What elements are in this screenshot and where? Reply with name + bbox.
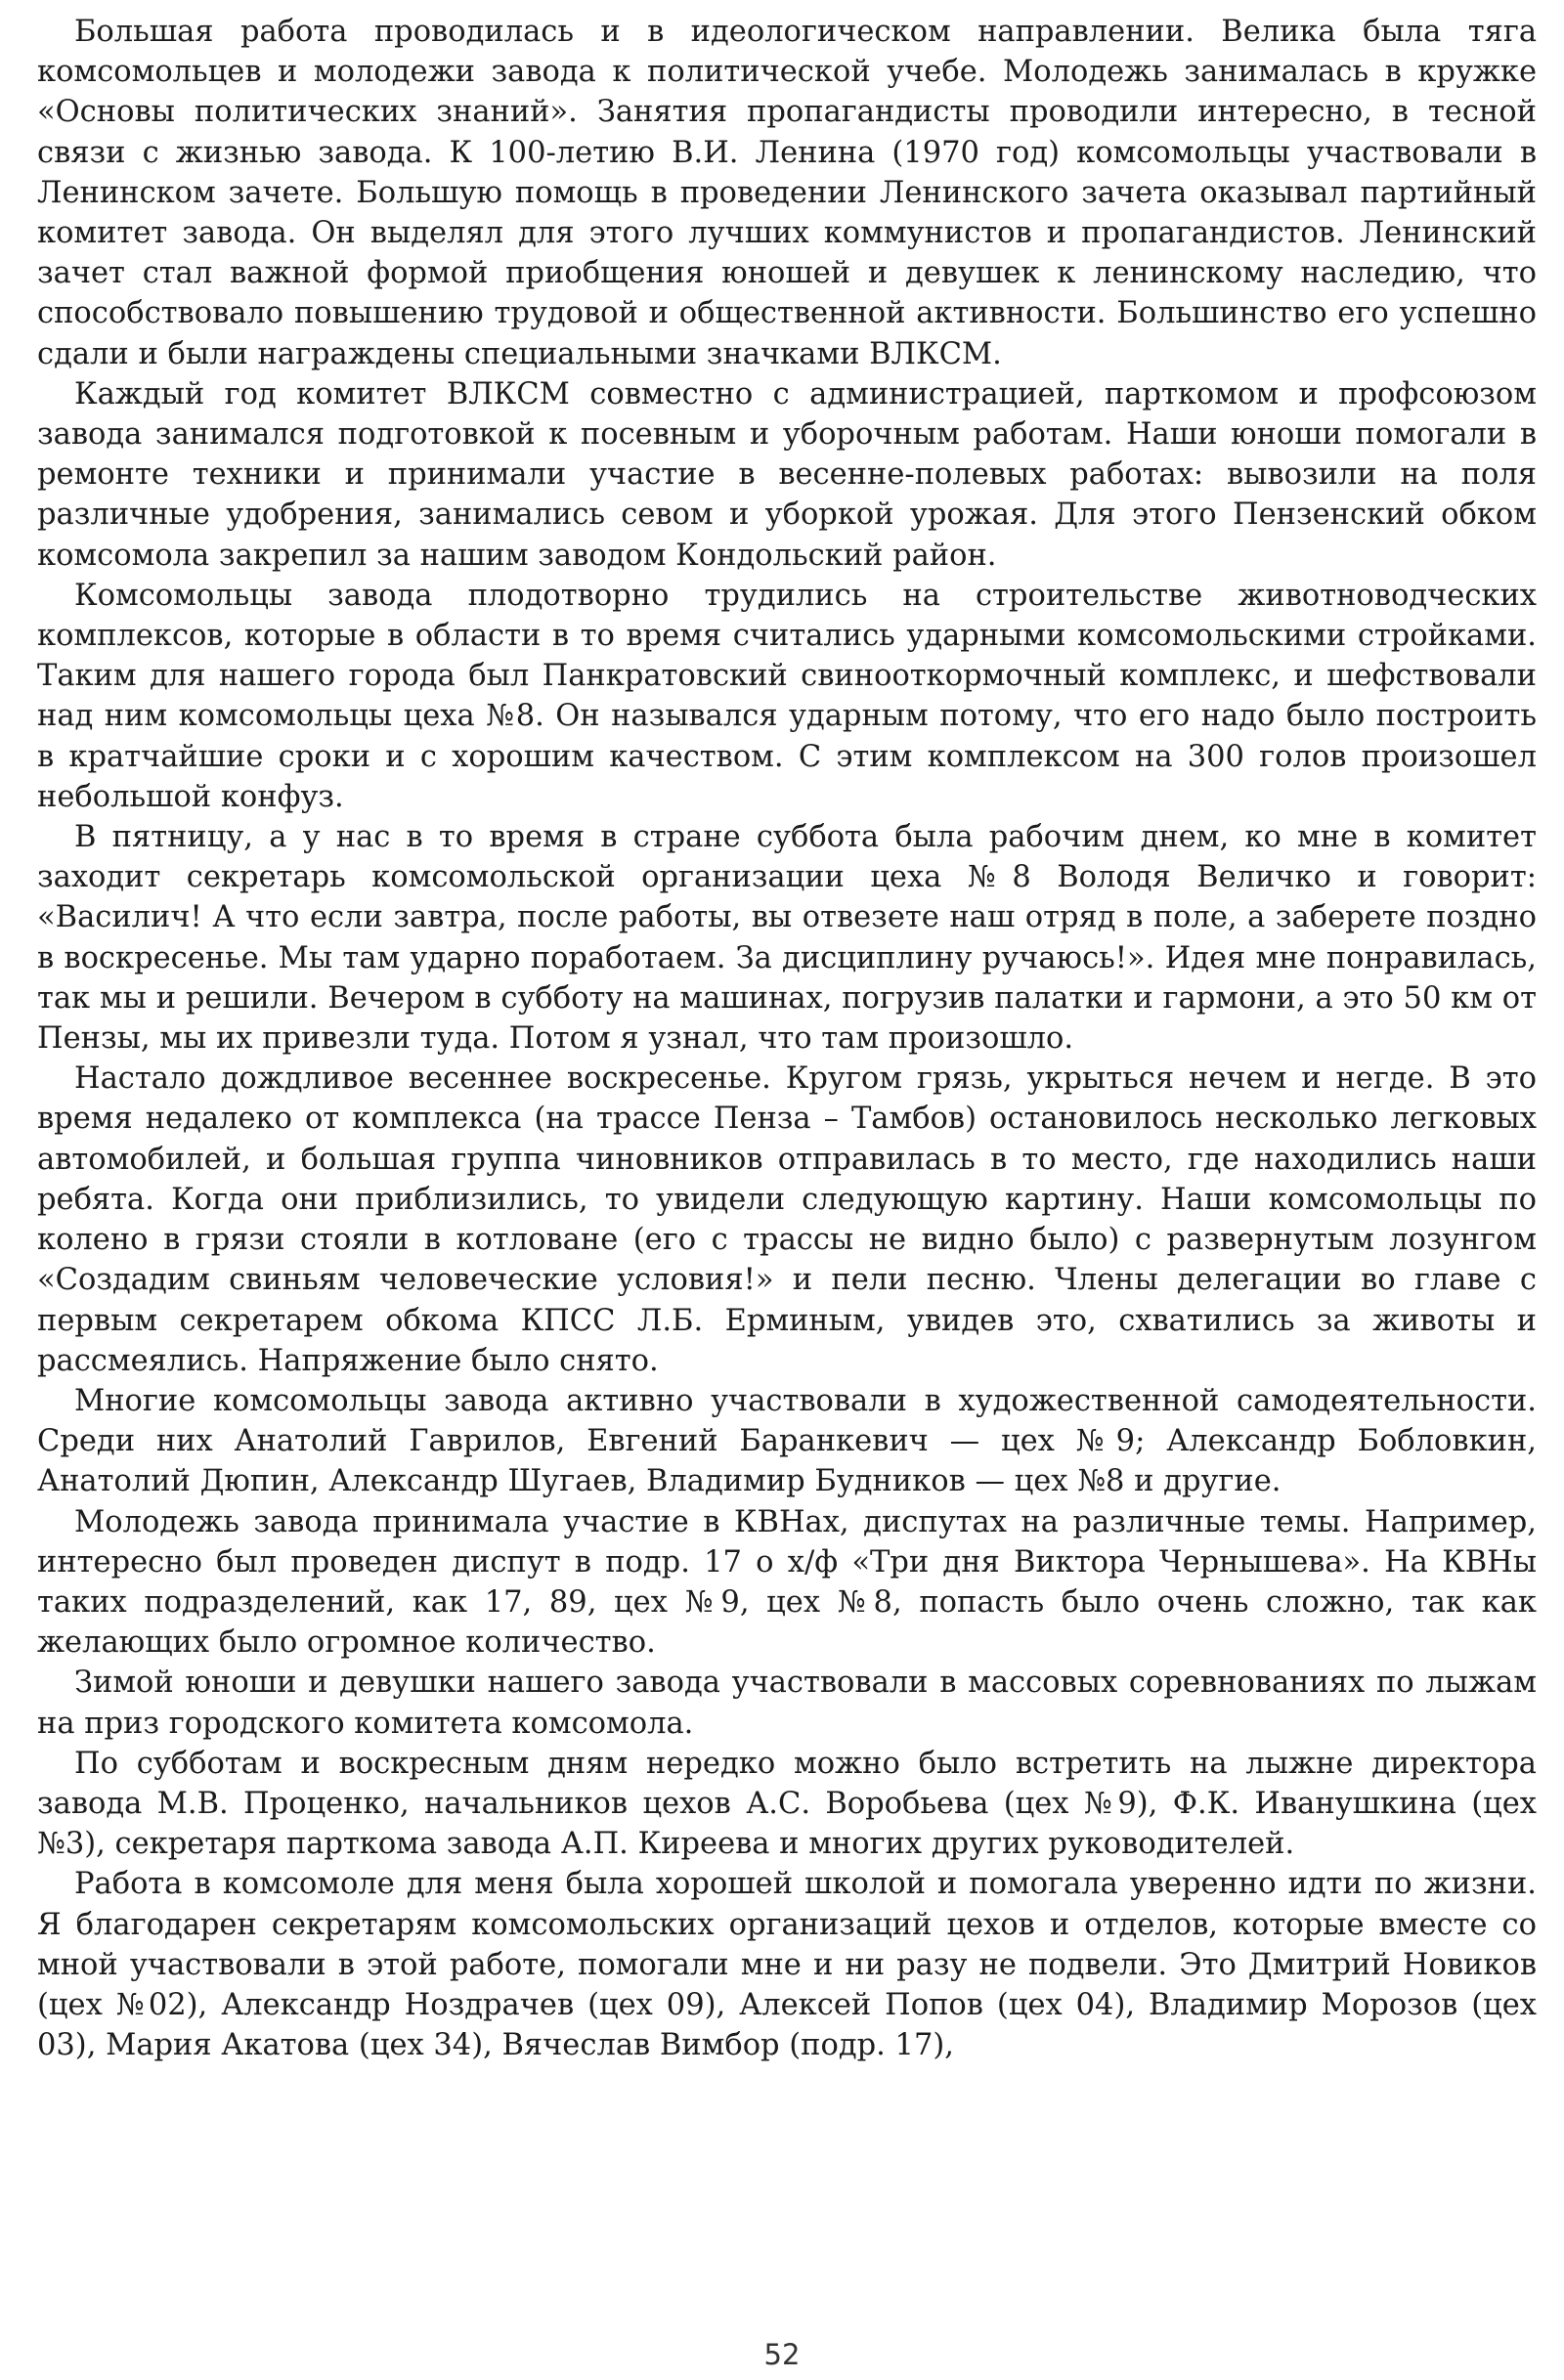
paragraph-7: Молодежь завода принимала участие в КВНах, диспутах на различные темы. Например, интересно был проведен диспут в подр. 17 о х/ф «Три дня Виктора Чернышева». На КВНы таких подразделений, как 17, 89, цех №9, цех №8, попасть было очень сложно, так как желающих было огромное количество. (37, 1504, 1537, 1661)
paragraph-2: Каждый год комитет ВЛКСМ совместно с администрацией, парткомом и профсоюзом завода занимался подготовкой к посевным и уборочным работам. Наши юноши помогали в ремонте техники и принимали участие в весенне-полевых работах: вывозили на поля различные удобрения, занимались севом и уборкой урожая. Для этого Пензенский обком комсомола закрепил за нашим заводом Кондольский район. (37, 376, 1537, 573)
paragraph-3: Комсомольцы завода плодотворно трудились на строительстве животноводческих комплексов, которые в области в то время считались ударными комсомольскими стройками. Таким для нашего города был Панкратовский свинооткормочный комплекс, и шефствовали над ним комсомольцы цеха №8. Он назывался ударным потому, что его надо было построить в кратчайшие сроки и с хорошим качеством. С этим комплексом на 300 голов произошел небольшой конфуз. (37, 578, 1537, 814)
paragraph-5: Настало дождливое весеннее воскресенье. Кругом грязь, укрыться нечем и негде. В это время недалеко от комплекса (на трассе Пенза – Тамбов) остановилось несколько легковых автомобилей, и большая группа чиновников отправилась в то место, где находились наши ребята. Когда они приблизились, то увидели следующую картину. Наши комсомольцы по колено в грязи стояли в котловане (его с трассы не видно было) с развернутым лозунгом «Создадим свиньям человеческие условия!» и пели песню. Члены делегации во главе с первым секретарем обкома КПСС Л.Б. Ерминым, увидев это, схватились за животы и рассмеялись. Напряжение было снято. (37, 1061, 1537, 1378)
paragraph-10: Работа в комсомоле для меня была хорошей школой и помогала уверенно идти по жизни. Я благодарен секретарям комсомольских организаций цехов и отделов, которые вместе со мной участвовали в этой работе, помогали мне и ни разу не подвели. Это Дмитрий Новиков (цех №02), Александр Ноздрачев (цех 09), Алексей Попов (цех 04), Владимир Морозов (цех 03), Мария Акатова (цех 34), Вячеслав Вимбор (подр. 17), (37, 1867, 1537, 2063)
page-number: 52 (763, 2338, 801, 2371)
paragraph-9: По субботам и воскресным дням нередко можно было встретить на лыжне директора завода М.В. Проценко, начальников цехов А.С. Воробьева (цех №9), Ф.К. Иванушкина (цех №3), секретаря парткома завода А.П. Киреева и многих других руководителей. (37, 1746, 1537, 1862)
paragraph-8: Зимой юноши и девушки нашего завода участвовали в массовых соревнованиях по лыжам на приз городского комитета комсомола. (37, 1666, 1537, 1741)
paragraph-4: В пятницу, а у нас в то время в стране суббота была рабочим днем, ко мне в комитет заходит секретарь комсомольской организации цеха №8 Володя Величко и говорит: «Василич! А что если завтра, после работы, вы отвезете наш отряд в поле, а заберете поздно в воскресенье. Мы там ударно поработаем. За дисциплину ручаюсь!». Идея мне понравилась, так мы и решили. Вечером в субботу на машинах, погрузив палатки и гармони, а это 50 км от Пензы, мы их привезли туда. Потом я узнал, что там произошло. (37, 820, 1537, 1057)
body-text (37, 12, 1537, 2065)
paragraph-6: Многие комсомольцы завода активно участвовали в художественной самодеятельности. Среди них Анатолий Гаврилов, Евгений Баранкевич — цех №9; Александр Бобловкин, Анатолий Дюпин, Александр Шугаев, Владимир Будников — цех №8 и другие. (37, 1383, 1537, 1499)
paragraph-1: Большая работа проводилась и в идеологическом направлении. Велика была тяга комсомольцев и молодежи завода к политической учебе. Молодежь занималась в кружке «Основы политических знаний». Занятия пропагандисты проводили интересно, в тесной связи с жизнью завода. К 100-летию В.И. Ленина (1970 год) комсомольцы участвовали в Ленинском зачете. Большую помощь в проведении Ленинского зачета оказывал партийный комитет завода. Он выделял для этого лучших коммунистов и пропагандистов. Ленинский зачет стал важной формой приобщения юношей и девушек к ленинскому наследию, что способствовало повышению трудовой и общественной активности. Большинство его успешно сдали и были награждены специальными значками ВЛКСМ. (37, 15, 1537, 371)
